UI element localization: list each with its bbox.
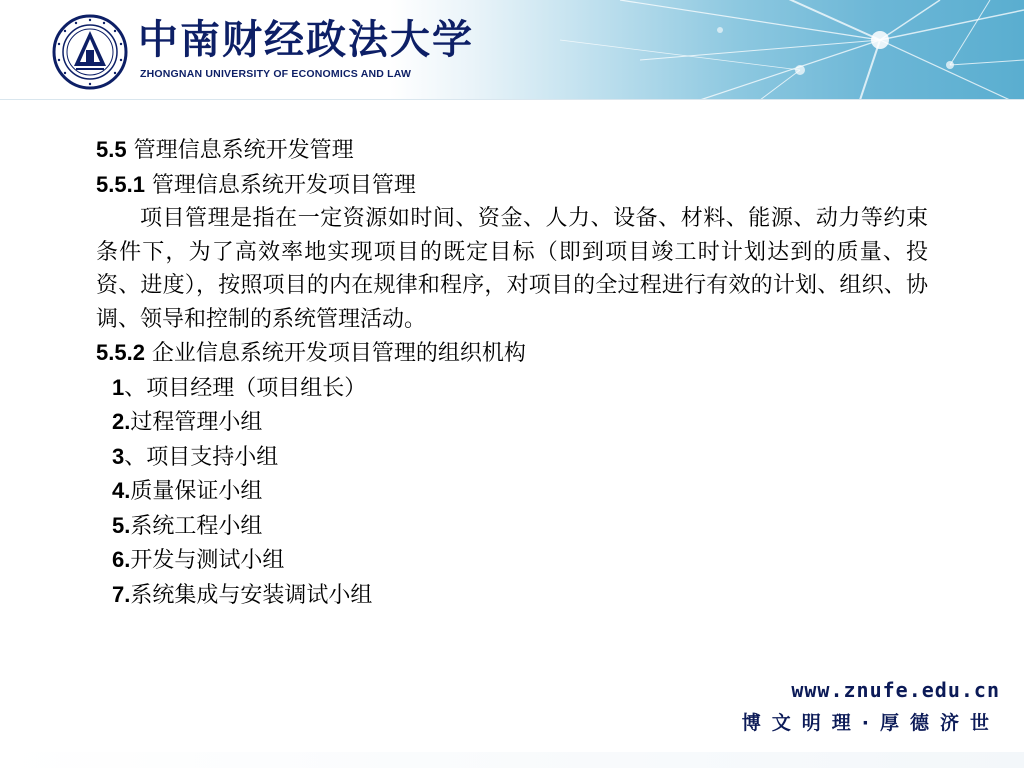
list-item-number: 4. [112, 478, 131, 503]
list-item-text: 系统集成与安装调试小组 [130, 582, 373, 608]
university-name-cn: 中南财经政法大学 [138, 16, 474, 63]
subsection-number: 5.5.2 [96, 340, 145, 365]
list-item-number: 3 [112, 443, 125, 469]
university-seal-icon [52, 14, 128, 90]
subsection-title: 企业信息系统开发项目管理的组织机构 [144, 341, 526, 366]
list-item-number: 2. [112, 409, 131, 434]
header-divider [0, 99, 1024, 100]
list-item-number: 1 [112, 374, 125, 400]
list-item [96, 509, 936, 544]
list-item [96, 543, 936, 578]
list-item [96, 405, 936, 440]
university-name-en: ZHONGNAN UNIVERSITY OF ECONOMICS AND LAW [140, 68, 412, 80]
list-item-text: 系统工程小组 [130, 513, 263, 539]
subsection-heading [96, 336, 936, 371]
list-item [96, 474, 936, 509]
list-item-text: 、项目经理（项目组长） [124, 375, 367, 401]
footer-motto: 博文明理·厚德济世 [741, 712, 1000, 734]
header-banner [0, 0, 1024, 100]
slide-content [96, 133, 936, 612]
footer-website: www.znufe.edu.cn [791, 678, 1000, 702]
definition-paragraph: 项目管理是指在一定资源如时间、资金、人力、设备、材料、能源、动力等约束条件下，为了高效率地实现项目的既定目标（即到项目竣工时计划达到的质量、投资、进度），按照项目的内在规律和程序，对项目的全过程进行有效的计划、组织、协调、领导和控制的系统管理活动。 [96, 206, 928, 332]
list-item-text: 质量保证小组 [130, 479, 263, 504]
list-item-text: 过程管理小组 [130, 410, 263, 435]
section-number: 5.5 [96, 137, 127, 162]
list-item [96, 578, 936, 613]
list-item-number: 7. [112, 581, 131, 607]
footer-band [0, 752, 1024, 768]
list-item [96, 371, 936, 406]
list-item-number: 6. [112, 547, 131, 572]
subsection-title: 管理信息系统开发项目管理 [144, 172, 416, 198]
section-title: 管理信息系统开发管理 [126, 138, 354, 163]
subsection-heading [96, 168, 936, 203]
list-item-number: 5. [112, 512, 131, 538]
section-heading [96, 133, 936, 168]
list-item-text: 开发与测试小组 [130, 548, 285, 573]
subsection-number: 5.5.1 [96, 171, 145, 197]
list-item [96, 440, 936, 475]
list-item-text: 、项目支持小组 [124, 444, 279, 470]
